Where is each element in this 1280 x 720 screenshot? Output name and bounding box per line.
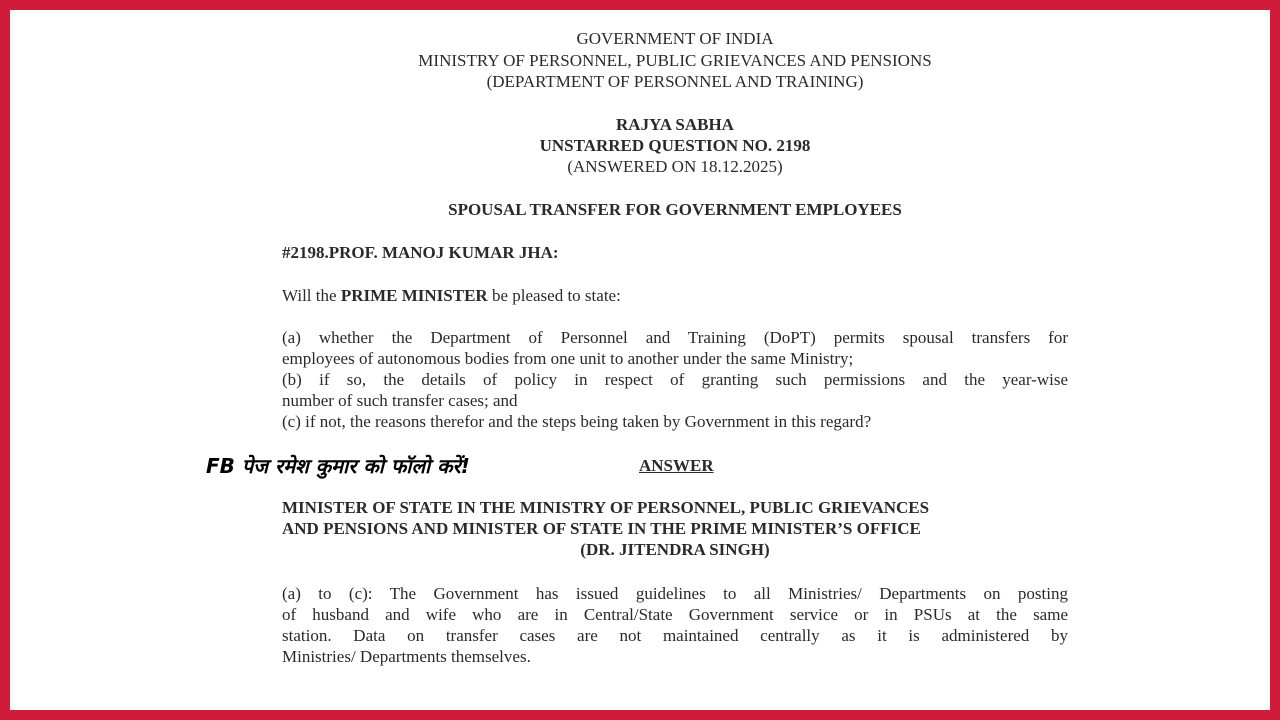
question-line: (c) if not, the reasons therefor and the steps being taken by Government in this regard?: [282, 412, 872, 431]
page-frame: [10, 10, 1270, 710]
answered-date: (ANSWERED ON 18.12.2025): [567, 157, 783, 176]
question-line: number of such transfer cases; and: [282, 391, 518, 410]
answer-line: Ministries/ Departments themselves.: [282, 647, 531, 666]
answer-heading: ANSWER: [639, 456, 714, 475]
question-number: UNSTARRED QUESTION NO. 2198: [539, 136, 811, 155]
intro-line: [282, 286, 621, 306]
intro-bold: PRIME MINISTER: [340, 286, 488, 305]
answer-line: of husband and wife who are in Central/State Government service or in PSUs at the same: [282, 605, 1068, 624]
question-line: (a) whether the Department of Personnel and Training (DoPT) permits spousal transfers for: [282, 328, 1068, 347]
minister-line: AND PENSIONS AND MINISTER OF STATE IN THE PRIME MINISTER’S OFFICE: [282, 519, 921, 538]
answer-line: station. Data on transfer cases are not maintained centrally as it is administered by: [282, 626, 1068, 645]
answer-line: (a) to (c): The Government has issued guidelines to all Ministries/ Departments on posting: [282, 584, 1068, 603]
header-department: (DEPARTMENT OF PERSONNEL AND TRAINING): [486, 72, 864, 91]
minister-line: MINISTER OF STATE IN THE MINISTRY OF PERSONNEL, PUBLIC GRIEVANCES: [282, 498, 930, 517]
question-line: (b) if so, the details of policy in respect of granting such permissions and the year-wise: [282, 370, 1068, 389]
intro-pre: Will the: [282, 286, 341, 305]
intro-post: be pleased to state:: [487, 286, 621, 305]
subject-title: SPOUSAL TRANSFER FOR GOVERNMENT EMPLOYEES: [448, 200, 902, 219]
asked-by: #2198.PROF. MANOJ KUMAR JHA:: [282, 243, 559, 262]
house-name: RAJYA SABHA: [616, 115, 734, 134]
header-ministry: MINISTRY OF PERSONNEL, PUBLIC GRIEVANCES AND PENSIONS: [418, 51, 932, 70]
facebook-follow-overlay: FB पेज रमेश कुमार को फॉलो करें!: [206, 454, 470, 478]
question-line: employees of autonomous bodies from one unit to another under the same Ministry;: [282, 349, 854, 368]
header-government: GOVERNMENT OF INDIA: [576, 29, 774, 48]
document: [10, 10, 1270, 710]
minister-name: (DR. JITENDRA SINGH): [580, 540, 770, 559]
